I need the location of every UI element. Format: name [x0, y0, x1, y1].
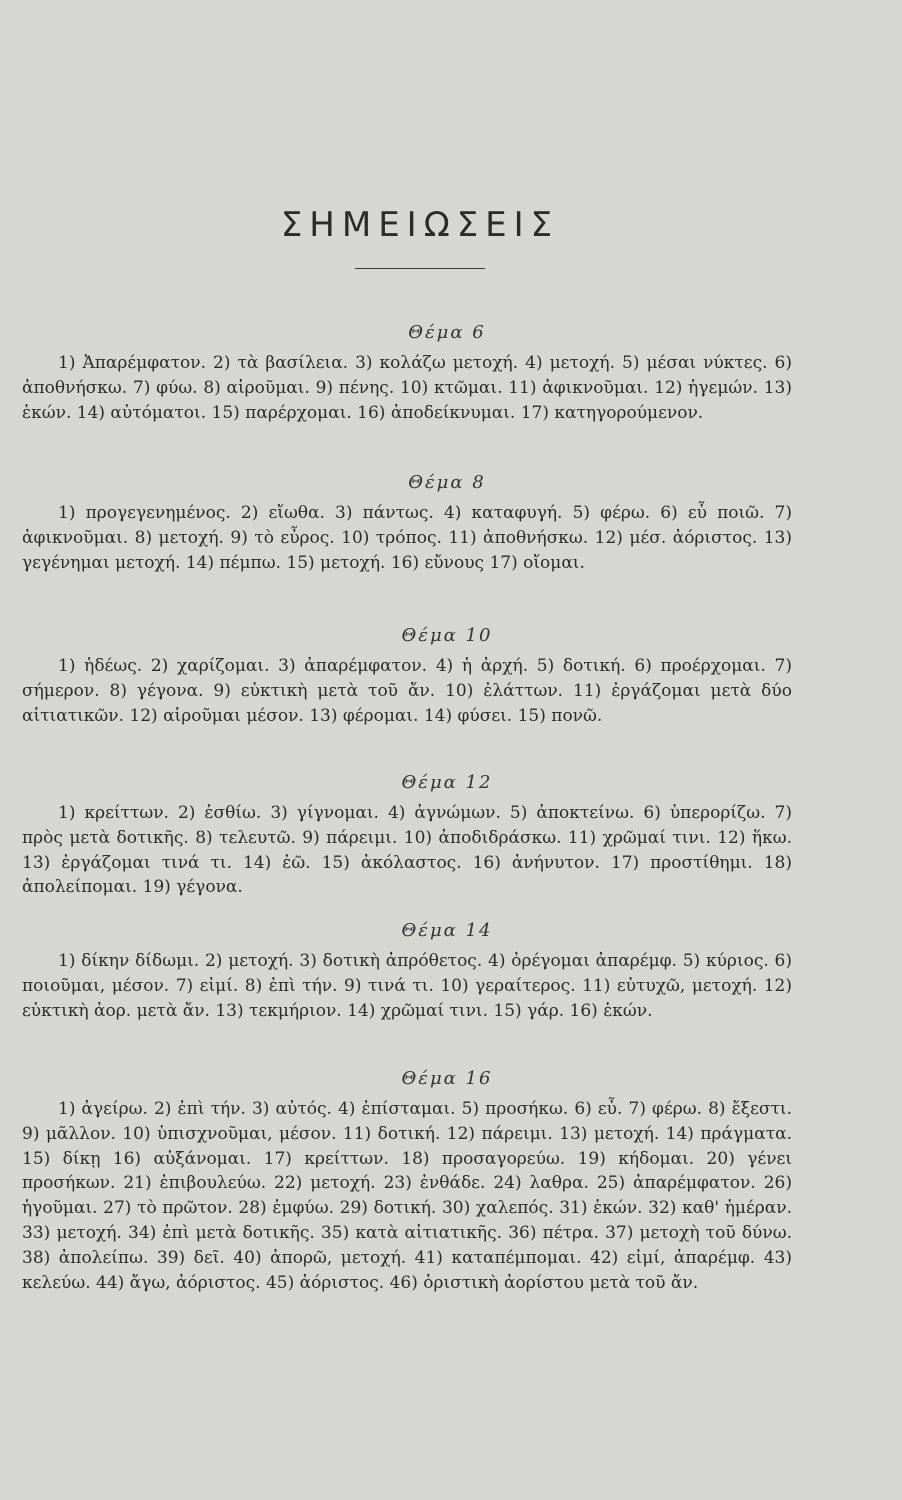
- section-text: 1) ἡδέως. 2) χαρίζομαι. 3) ἀπαρέμφατον. 4) ἡ ἀρχή. 5) δοτική. 6) προέρχομαι. 7) σήμερον. 8) γέγονα. 9) εὐκτικὴ μετὰ τοῦ ἄν. 10) ἐλάττων. 11) ἐργάζομαι μετὰ δύο αἰτιατικῶν. 12) αἱροῦμαι μέσον. 13) φέρομαι. 14) φύσει. 15) πονῶ.: [22, 656, 792, 726]
- section-heading: Θέμα 16: [401, 1068, 493, 1089]
- section-heading: Θέμα 6: [408, 322, 486, 343]
- section-text: 1) Ἀπαρέμφατον. 2) τὰ βασίλεια. 3) κολάζω μετοχή. 4) μετοχή. 5) μέσαι νύκτες. 6) ἀποθνήσκω. 7) φύω. 8) αἱροῦμαι. 9) πένης. 10) κτῶμαι. 11) ἀφικνοῦμαι. 12) ἡγεμών. 13) ἑκών. 14) αὐτόματοι. 15) παρέρχομαι. 16) ἀποδείκνυμαι. 17) κατηγορούμενον.: [22, 353, 792, 423]
- section-theme-6: [22, 322, 792, 425]
- section-text: 1) κρείττων. 2) ἐσθίω. 3) γίγνομαι. 4) ἀγνώμων. 5) ἀποκτείνω. 6) ὑπερορίζω. 7) πρὸς μετὰ δοτικῆς. 8) τελευτῶ. 9) πάρειμι. 10) ἀποδιδράσκω. 11) χρῶμαί τινι. 12) ἥκω. 13) ἐργάζομαι τινά τι. 14) ἐῶ. 15) ἀκόλαστος. 16) ἀνήνυτον. 17) προστίθημι. 18) ἀπολείπομαι. 19) γέγονα.: [22, 803, 792, 898]
- section-heading: Θέμα 8: [408, 472, 486, 493]
- section-theme-8: [22, 472, 792, 575]
- section-heading: Θέμα 14: [401, 920, 493, 941]
- title-divider: [355, 268, 485, 269]
- section-text: 1) ἀγείρω. 2) ἐπὶ τήν. 3) αὐτός. 4) ἐπίσταμαι. 5) προσήκω. 6) εὖ. 7) φέρω. 8) ἔξεστι. 9) μᾶλλον. 10) ὑπισχνοῦμαι, μέσον. 11) δοτική. 12) πάρειμι. 13) μετοχή. 14) πράγματα. 15) δίκῃ 16) αὐξάνομαι. 17) κρείττων. 18) προσαγορεύω. 19) κήδομαι. 20) γένει προσήκων. 21) ἐπιβουλεύω. 22) μετοχή. 23) ἐνθάδε. 24) λαθρα. 25) ἀπαρέμφατον. 26) ἡγοῦμαι. 27) τὸ πρῶτον. 28) ἐμφύω. 29) δοτική. 30) χαλεπός. 31) ἑκών. 32) καθ' ἡμέραν. 33) μετοχή. 34) ἐπὶ μετὰ δοτικῆς. 35) κατὰ αἰτιατικῆς. 36) πέτρα. 37) μετοχὴ τοῦ δύνω. 38) ἀπολείπω. 39) δεῖ. 40) ἀπορῶ, μετοχή. 41) καταπέμπομαι. 42) εἰμί, ἀπαρέμφ. 43) κελεύω. 44) ἄγω, ἀόριστος. 45) ἀόριστος. 46) ὁριστικὴ ἀορίστου μετὰ τοῦ ἄν.: [22, 1099, 792, 1293]
- section-text: 1) δίκην δίδωμι. 2) μετοχή. 3) δοτικὴ ἀπρόθετος. 4) ὀρέγομαι ἀπαρέμφ. 5) κύριος. 6) ποιοῦμαι, μέσον. 7) εἰμί. 8) ἐπὶ τήν. 9) τινά τι. 10) γεραίτερος. 11) εὐτυχῶ, μετοχή. 12) εὐκτικὴ ἀορ. μετὰ ἄν. 13) τεκμήριον. 14) χρῶμαί τινι. 15) γάρ. 16) ἑκών.: [22, 951, 792, 1021]
- section-theme-16: [22, 1068, 792, 1295]
- page-title: ΣΗΜΕΙΩΣΕΙΣ: [280, 205, 560, 245]
- section-heading: Θέμα 10: [401, 625, 493, 646]
- section-theme-14: [22, 920, 792, 1023]
- section-heading: Θέμα 12: [401, 772, 493, 793]
- section-text: 1) προγεγενημένος. 2) εἴωθα. 3) πάντως. 4) καταφυγή. 5) φέρω. 6) εὖ ποιῶ. 7) ἀφικνοῦμαι. 8) μετοχή. 9) τὸ εὖρος. 10) τρόπος. 11) ἀποθνήσκω. 12) μέσ. ἀόριστος. 13) γεγένημαι μετοχή. 14) πέμπω. 15) μετοχή. 16) εὔνους 17) οἴομαι.: [22, 503, 792, 573]
- section-theme-10: [22, 625, 792, 728]
- section-theme-12: [22, 772, 792, 900]
